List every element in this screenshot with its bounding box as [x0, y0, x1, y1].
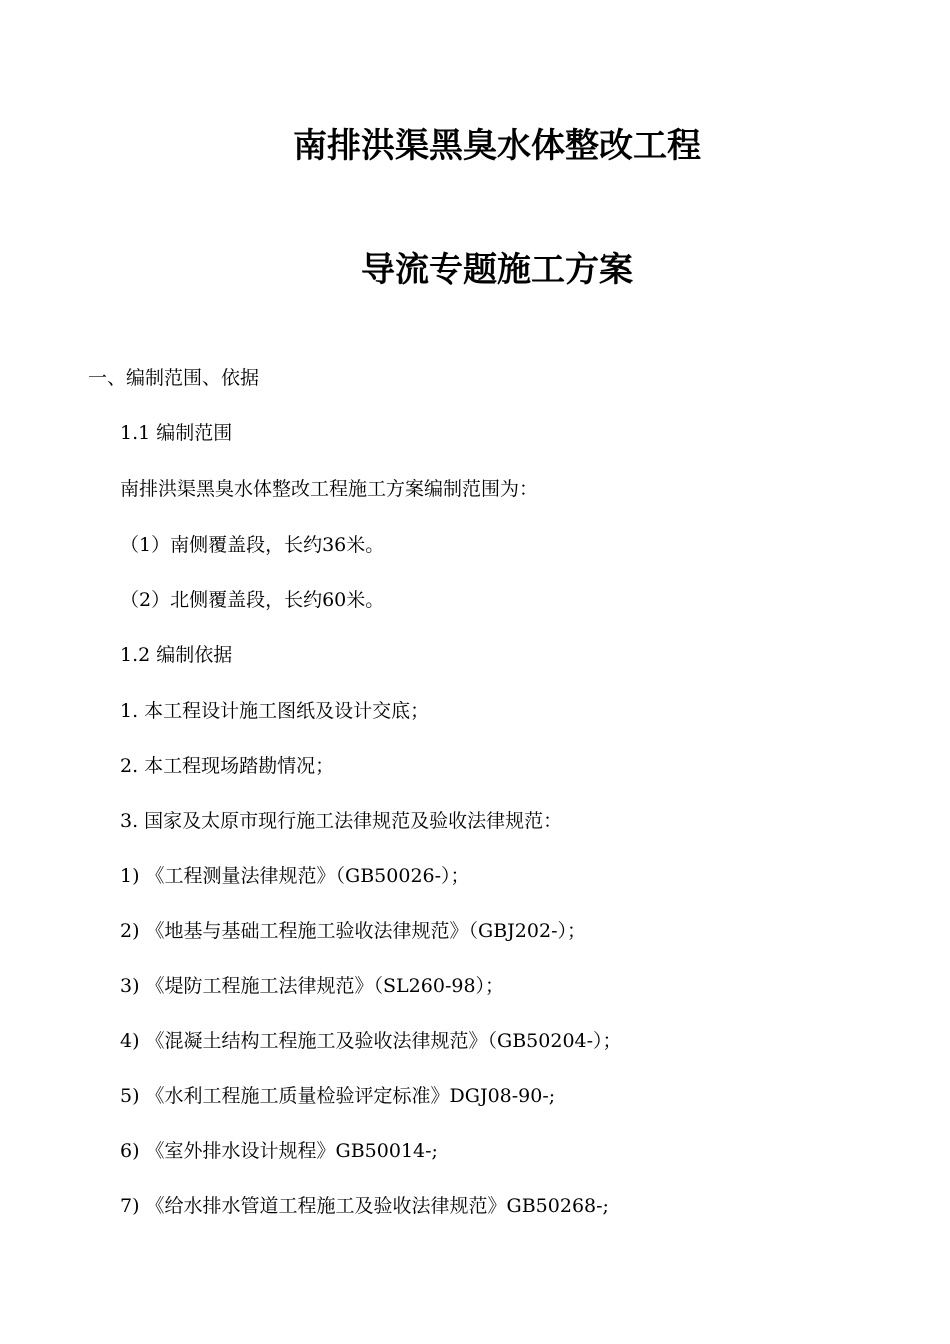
basis-item: 1. 本工程设计施工图纸及设计交底； — [120, 700, 430, 722]
standard-item: 1) 《工程测量法律规范》（GB50026-）； — [120, 865, 470, 887]
basis-item: 3. 国家及太原市现行施工法律规范及验收法律规范： — [120, 810, 563, 832]
document-title: 南排洪渠黑臭水体整改工程 — [293, 126, 701, 166]
subsection-heading-1-1: 1.1 编制范围 — [120, 422, 233, 444]
standard-item: 3) 《堤防工程施工法律规范》（SL260-98）； — [120, 975, 505, 997]
subsection-heading-1-2: 1.2 编制依据 — [120, 644, 233, 666]
scope-intro: 南排洪渠黑臭水体整改工程施工方案编制范围为： — [120, 478, 539, 500]
standard-item: 6) 《室外排水设计规程》GB50014-; — [120, 1140, 438, 1162]
standard-item: 7) 《给水排水管道工程施工及验收法律规范》GB50268-; — [120, 1195, 609, 1217]
standard-item: 4) 《混凝土结构工程施工及验收法律规范》（GB50204-）； — [120, 1030, 622, 1052]
basis-item: 2. 本工程现场踏勘情况； — [120, 755, 335, 777]
scope-item: （2）北侧覆盖段，长约60米。 — [120, 589, 385, 611]
standard-item: 5) 《水利工程施工质量检验评定标准》DGJ08-90-; — [120, 1085, 556, 1107]
standard-item: 2) 《地基与基础工程施工验收法律规范》（GBJ202-）； — [120, 920, 586, 942]
document-subtitle: 导流专题施工方案 — [361, 250, 633, 290]
scope-item: （1）南侧覆盖段，长约36米。 — [120, 534, 385, 556]
section-heading-1: 一、编制范围、依据 — [88, 367, 260, 389]
